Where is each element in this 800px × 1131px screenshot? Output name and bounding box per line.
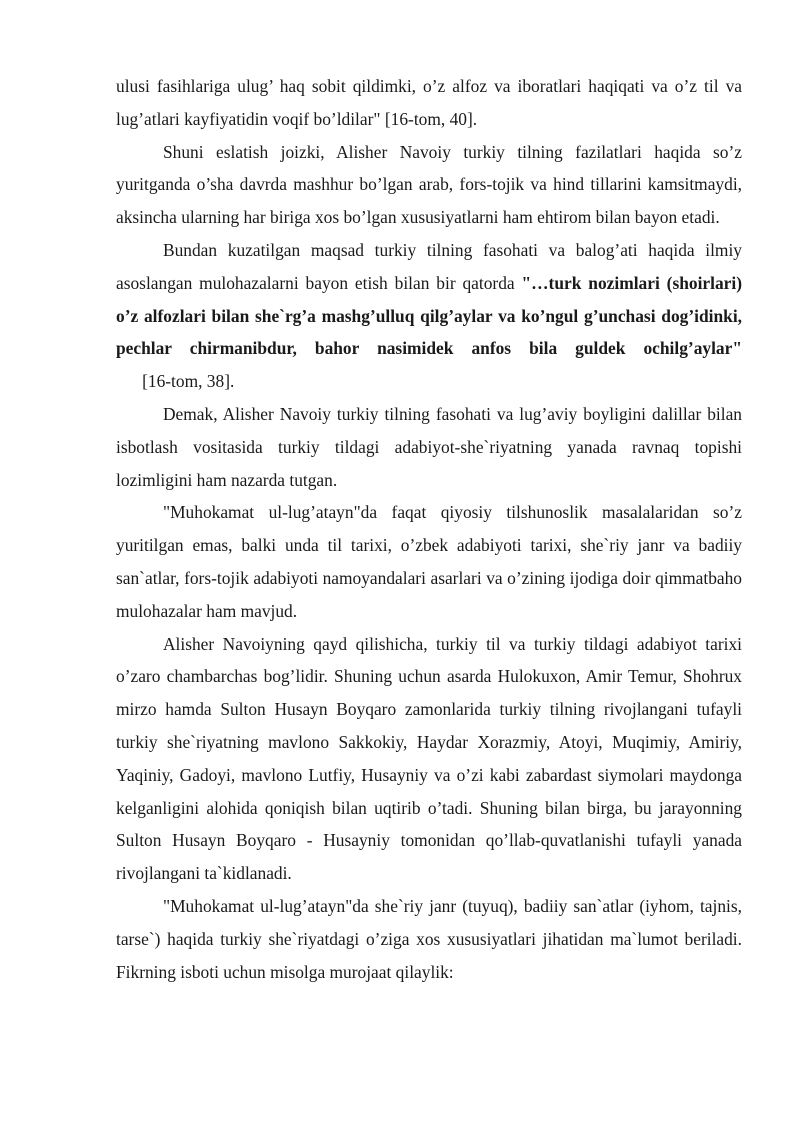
paragraph-navoiy-respect: Shuni eslatish joizki, Alisher Navoiy turkiy tilning fazilatlari haqida so’z yuritganda o’sha davrda mashhur bo’lgan arab, fors-tojik va hind tillarini kamsitmaydi, aksincha ularning har biriga xos bo’lgan xususiyatlarni ham ehtirom bilan bayon etadi. — [116, 141, 742, 228]
paragraph-quote-intro: Bundan kuzatilgan maqsad turkiy tilning fasohati va balog’ati haqida ilmiy asoslangan mulohazalarni bayon etish bilan bir qatorda — [116, 239, 742, 293]
bold-quotation: "…turk nozimlari (shoirlari) o’z alfozlari bilan she`rg’a mashg’ulluq qilg’aylar va ko’ngul g’unchasi dog’idinki, pechlar chirmanibdur, bahor nasimidek anfos bila guldek ochilg’aylar" — [116, 272, 742, 359]
paragraph-demak: Demak, Alisher Navoiy turkiy tilning fasohati va lug’aviy boyligini dalillar bilan isbotlash vositasida turkiy tildagi adabiyot-she`riyatning yanada ravnaq topishi lozimligini ham nazarda tutgan. — [116, 403, 742, 490]
paragraph-genres-arts: "Muhokamat ul-lug’atayn"da she`riy janr (tuyuq), badiiy san`atlar (iyhom, tajnis, tarse`) haqida turkiy she`riyatdagi o’ziga xos xususiyatlari jihatidan ma`lumot beriladi. Fikrning isboti uchun misolga murojaat qilaylik: — [116, 895, 742, 982]
document-body — [116, 70, 742, 988]
paragraph-continuation: ulusi fasihlariga ulug’ haq sobit qildimki, o’z alfoz va iboratlari haqiqati va o’z til va lug’atlari kayfiyatidin voqif bo’ldilar" [16-tom, 40]. — [116, 76, 742, 129]
paragraph-quote-turk-nozimlari — [116, 234, 742, 398]
paragraph-language-history: Alisher Navoiyning qayd qilishicha, turkiy til va turkiy tildagi adabiyot tarixi o’zaro chambarchas bog’lidir. Shuning uchun asarda Hulokuxon, Amir Temur, Shohrux mirzo hamda Sulton Husayn Boyqaro zamonlarida turkiy tilning rivojlangani tufayli turkiy she`riyatning mavlono Sakkokiy, Haydar Xorazmiy, Atoyi, Muqimiy, Amiriy, Yaqiniy, Gadoyi, mavlono Lutfiy, Husayniy va o’zi kabi zabardast siymolari maydonga kelganligini alohida qoniqish bilan uqtirib o’tadi. Shuning bilan birga, bu jarayonning Sulton Husayn Boyqaro - Husayniy tomonidan qo’llab-quvatlanishi tufayli yanada rivojlangani ta`kidlanadi. — [116, 633, 742, 884]
citation-reference: [16-tom, 38]. — [116, 371, 235, 392]
paragraph-muhokamat-contents: "Muhokamat ul-lug’atayn"da faqat qiyosiy tilshunoslik masalalaridan so’z yuritilgan emas, balki unda til tarixi, o’zbek adabiyoti tarixi, she`riy janr va badiiy san`atlar, fors-tojik adabiyoti namoyandalari asarlari va o’zining ijodiga doir qimmatbaho mulohazalar ham mavjud. — [116, 502, 742, 621]
